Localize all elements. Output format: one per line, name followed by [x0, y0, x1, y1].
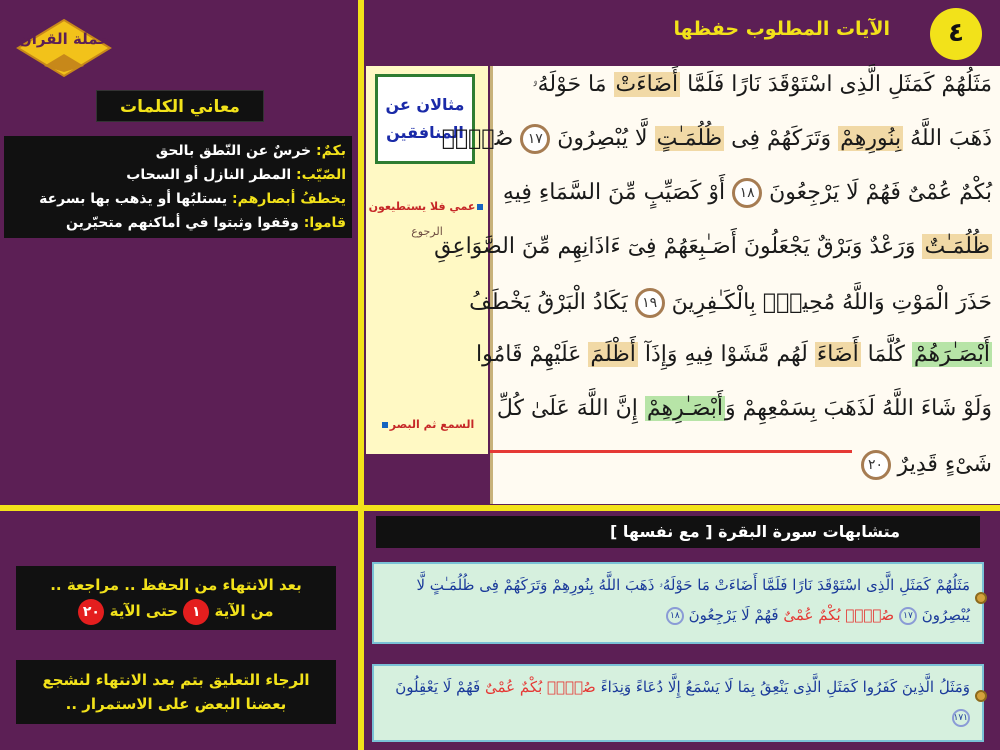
verse-text: شَىْءٍ قَدِيرٌ: [890, 452, 992, 477]
meaning-item: الصّيّب: المطر النازل أو السحاب: [126, 167, 346, 183]
verse-text: عَلَيْهِمْ قَامُوا: [476, 342, 589, 367]
mushaf-line: [434, 234, 992, 259]
highlighted-phrase: صُمٌّۢ بُكْمٌ عُمْىٌ: [783, 606, 895, 624]
bullet-icon: [382, 422, 388, 428]
verse-text: حَذَرَ الْمَوْتِ وَاللَّهُ مُحِيطٌۢ بِالْكَـٰفِرِينَ: [664, 290, 992, 315]
ayah-number: ١٨: [732, 178, 762, 208]
review-box: [16, 566, 336, 630]
start-ayah-badge: ١: [183, 599, 209, 625]
highlighted-word: أَبْصَـٰرِهِمْ: [646, 396, 724, 421]
verse-text: بُكْمٌ عُمْىٌ فَهُمْ لَا يَرْجِعُونَ: [762, 180, 992, 205]
verses-title: الآيات المطلوب حفظها: [673, 18, 890, 40]
pin-icon: [975, 690, 987, 702]
mushaf-line: [441, 124, 992, 154]
similar-verses-title: متشابهات سورة البقرة [ مع نفسها ]: [376, 516, 980, 548]
similar-verse-card: مَثَلُهُمْ كَمَثَلِ الَّذِى اسْتَوْقَدَ نَارًا فَلَمَّا أَضَاءَتْ مَا حَوْلَهُۥ ذَهَبَ اللَّهُ بِنُورِهِمْ وَتَرَكَهُمْ فِى ظُلُمَـٰتٍ لَّا يُبْصِرُونَ ١٧ صُمٌّۢ بُكْمٌ عُمْىٌ فَهُمْ لَا يَرْجِعُونَ ١٨: [372, 562, 984, 644]
highlighted-word: ظُلُمَـٰتٍ: [656, 126, 723, 151]
highlighted-word: أَضَاءَ: [816, 342, 859, 367]
verse-text: وَرَعْدٌ وَبَرْقٌ يَجْعَلُونَ أَصَـٰبِعَهُمْ فِىٓ ءَاذَانِهِم مِّنَ الصَّوَاعِقِ: [434, 234, 923, 259]
meanings-title: معاني الكلمات: [96, 90, 264, 122]
verse-text: إِنَّ اللَّهَ عَلَىٰ كُلِّ: [496, 396, 645, 421]
example-box: مثالان عن المنافقين: [375, 74, 475, 164]
verse-text: ذَهَبَ اللَّهُ: [903, 126, 992, 151]
vertical-divider: [358, 0, 364, 750]
mushaf-line: [498, 396, 992, 421]
bullet-icon: [477, 204, 483, 210]
lesson-number-badge: ٤: [930, 8, 982, 60]
logo-text: حملة القرآن: [18, 30, 110, 48]
verse-text: أَوْ كَصَيِّبٍ مِّنَ السَّمَاءِ فِيهِ: [502, 180, 733, 205]
mushaf-line: [469, 288, 992, 318]
mushaf-line: [498, 450, 992, 480]
meaning-item: بكمٌ: خرسٌ عن النّطق بالحق: [155, 143, 346, 159]
highlighted-word: بِنُورِهِمْ: [840, 126, 902, 151]
comment-request: الرجاء التعليق بتم بعد الانتهاء لنشجع بعضنا البعض على الاستمرار ..: [16, 660, 336, 724]
verse-text: كُلَّمَا: [860, 342, 912, 367]
verse-text: وَلَوْ شَاءَ اللَّهُ لَذَهَبَ بِسَمْعِهِمْ وَ: [725, 396, 992, 421]
verse-text: صُمٌّۢ: [441, 126, 521, 151]
verse-text: لَّا يُبْصِرُونَ: [550, 126, 655, 151]
verse-text: مَا حَوْلَهُۥ: [532, 72, 614, 97]
review-range: من الآية ١ حتى الآية ٢٠: [24, 598, 328, 625]
mushaf-line: [498, 72, 992, 97]
verse-text: مَثَلُهُمْ كَمَثَلِ الَّذِى اسْتَوْقَدَ نَارًا فَلَمَّا: [680, 72, 992, 97]
highlighted-phrase: صُمٌّۢ بُكْمٌ عُمْىٌ: [484, 678, 596, 696]
end-ayah-badge: ٢٠: [78, 599, 104, 625]
similar-verse-card: وَمَثَلُ الَّذِينَ كَفَرُوا كَمَثَلِ الَّذِى يَنْعِقُ بِمَا لَا يَسْمَعُ إِلَّا دُعَاءً وَنِدَاءً صُمٌّۢ بُكْمٌ عُمْىٌ فَهُمْ لَا يَعْقِلُونَ ١٧١: [372, 664, 984, 742]
verse-text: وَتَرَكَهُمْ فِى: [724, 126, 839, 151]
meaning-item: يخطفُ أبصارهم: يستلبُها أو يذهب بها بسرعة: [39, 191, 346, 207]
book-logo-icon: [14, 18, 114, 78]
highlighted-word: ظُلُمَـٰتٌ: [924, 234, 990, 259]
meaning-item: قاموا: وقفوا وثبتوا في أماكنهم متحيّرين: [65, 215, 346, 231]
note-hearing: السمع ثم البصر: [368, 418, 486, 431]
mushaf-line: [476, 342, 992, 367]
meanings-list: [4, 136, 352, 238]
ayah-number: ١٧: [899, 607, 917, 625]
horizontal-divider: [0, 505, 1000, 511]
ayah-number: ١٧١: [952, 709, 970, 727]
ayah-number: ١٧: [520, 124, 550, 154]
underline-marker: [490, 450, 852, 453]
note-blind: عمي فلا يستطيعون: [368, 200, 486, 213]
verse-text: لَهُم مَّشَوْا فِيهِ وَإِذَآ: [637, 342, 815, 367]
review-line: بعد الانتهاء من الحفظ .. مراجعة ..: [50, 576, 302, 594]
highlighted-word: أَضَاءَتْ: [615, 72, 679, 97]
note-return: الرجوع: [411, 225, 443, 238]
ayah-number: ١٩: [635, 288, 665, 318]
mushaf-page: [434, 66, 1000, 504]
highlighted-word: أَبْصَـٰرَهُمْ: [913, 342, 990, 367]
mushaf-line: [498, 178, 992, 208]
pin-icon: [975, 592, 987, 604]
ayah-number: ١٨: [666, 607, 684, 625]
highlighted-word: أَظْلَمَ: [590, 342, 636, 367]
ayah-number: ٢٠: [861, 450, 891, 480]
verse-text: يَكَادُ الْبَرْقُ يَخْطَفُ: [469, 290, 635, 315]
